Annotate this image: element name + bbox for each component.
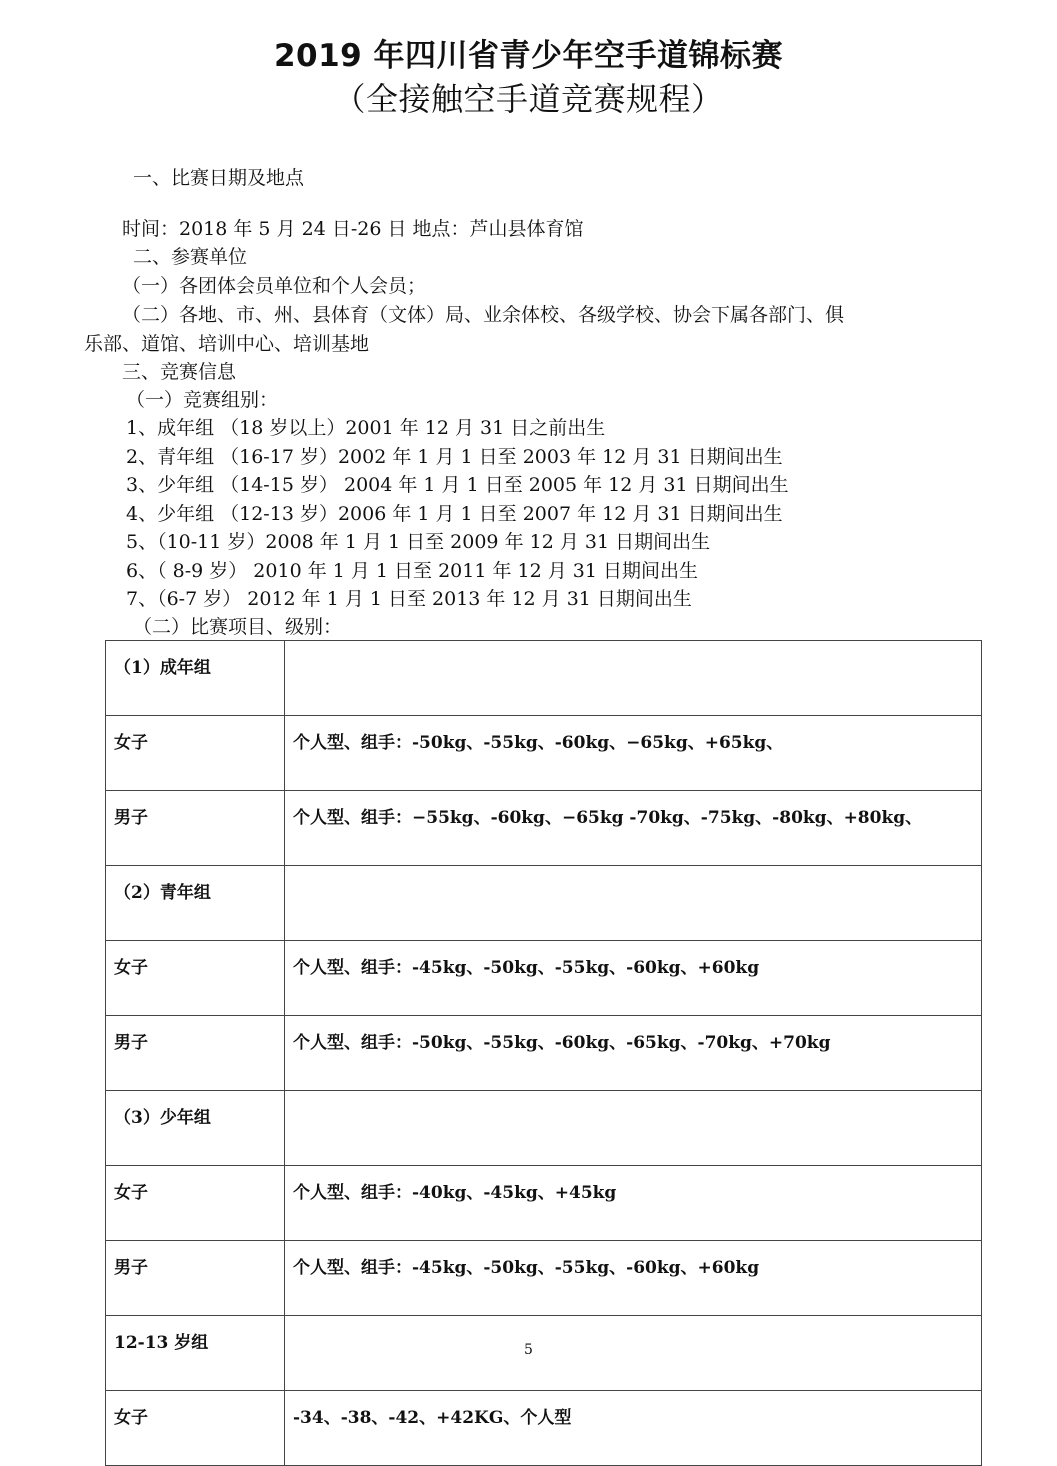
row-label: 女子: [106, 1391, 285, 1466]
time-place-text: 时间：2018 年 5 月 24 日-26 日 地点：芦山县体育馆: [122, 218, 584, 240]
section3-heading: 三、竞赛信息: [122, 361, 237, 383]
row-value: [285, 641, 982, 716]
unit-item-1: （一）各团体会员单位和个人会员；: [122, 275, 427, 297]
group-item-7: 7、（6-7 岁） 2012 年 1 月 1 日至 2013 年 12 月 31 日期间出生: [126, 588, 692, 610]
row-label: （2）青年组: [106, 866, 285, 941]
row-label: 12-13 岁组: [106, 1316, 285, 1391]
unit-item-2: （二）各地、市、州、县体育（文体）局、业余体校、各级学校、协会下属各部门、俱: [122, 304, 845, 326]
items-heading: （二）比赛项目、级别：: [133, 616, 343, 638]
row-label: 女子: [106, 941, 285, 1016]
table-row: [106, 1016, 982, 1091]
row-label: 男子: [106, 1016, 285, 1091]
row-label: （1）成年组: [106, 641, 285, 716]
group-item-3: 3、少年组 （14-15 岁） 2004 年 1 月 1 日至 2005 年 12 月 31 日期间出生: [126, 474, 789, 496]
group-item-1: 1、成年组 （18 岁以上）2001 年 12 月 31 日之前出生: [126, 417, 606, 439]
row-label: （3）少年组: [106, 1091, 285, 1166]
section2-heading: 二、参赛单位: [133, 246, 248, 268]
row-value: [285, 866, 982, 941]
document-title: 2019 年四川省青少年空手道锦标赛: [273, 38, 784, 74]
section1-heading: 一、比赛日期及地点: [133, 167, 305, 189]
row-label: 女子: [106, 1166, 285, 1241]
row-value: [285, 1091, 982, 1166]
table-row: [106, 1166, 982, 1241]
table-row: [106, 941, 982, 1016]
row-label: 男子: [106, 791, 285, 866]
table-row: [106, 1241, 982, 1316]
row-value: 个人型、组手：-50kg、-55kg、-60kg、-65kg、-70kg、+70kg: [285, 1016, 982, 1091]
page-number: 5: [524, 1342, 533, 1358]
table-row: [106, 1391, 982, 1466]
group-item-5: 5、（10-11 岁）2008 年 1 月 1 日至 2009 年 12 月 31 日期间出生: [126, 531, 711, 553]
unit-item-2-continued: 乐部、道馆、培训中心、培训基地: [84, 333, 370, 355]
group-item-2: 2、青年组 （16-17 岁）2002 年 1 月 1 日至 2003 年 12 月 31 日期间出生: [126, 446, 783, 468]
row-value: 个人型、组手：-45kg、-50kg、-55kg、-60kg、+60kg: [285, 941, 982, 1016]
document-subtitle: （全接触空手道竞赛规程）: [333, 80, 724, 118]
row-value: 个人型、组手：-40kg、-45kg、+45kg: [285, 1166, 982, 1241]
table-row: [106, 866, 982, 941]
row-label: 男子: [106, 1241, 285, 1316]
table-row: [106, 641, 982, 716]
group-item-6: 6、（ 8-9 岁） 2010 年 1 月 1 日至 2011 年 12 月 31 日期间出生: [126, 560, 698, 582]
table-row: [106, 1091, 982, 1166]
row-value: 个人型、组手：−55kg、-60kg、−65kg -70kg、-75kg、-80kg、+80kg、: [285, 791, 982, 866]
row-label: 女子: [106, 716, 285, 791]
row-value: 个人型、组手：-45kg、-50kg、-55kg、-60kg、+60kg: [285, 1241, 982, 1316]
table-row: [106, 791, 982, 866]
groups-heading: （一）竞赛组别：: [126, 389, 279, 411]
table-row: [106, 716, 982, 791]
row-value: -34、-38、-42、+42KG、个人型: [285, 1391, 982, 1466]
group-item-4: 4、少年组 （12-13 岁）2006 年 1 月 1 日至 2007 年 12 月 31 日期间出生: [126, 503, 783, 525]
row-value: 个人型、组手：-50kg、-55kg、-60kg、−65kg、+65kg、: [285, 716, 982, 791]
